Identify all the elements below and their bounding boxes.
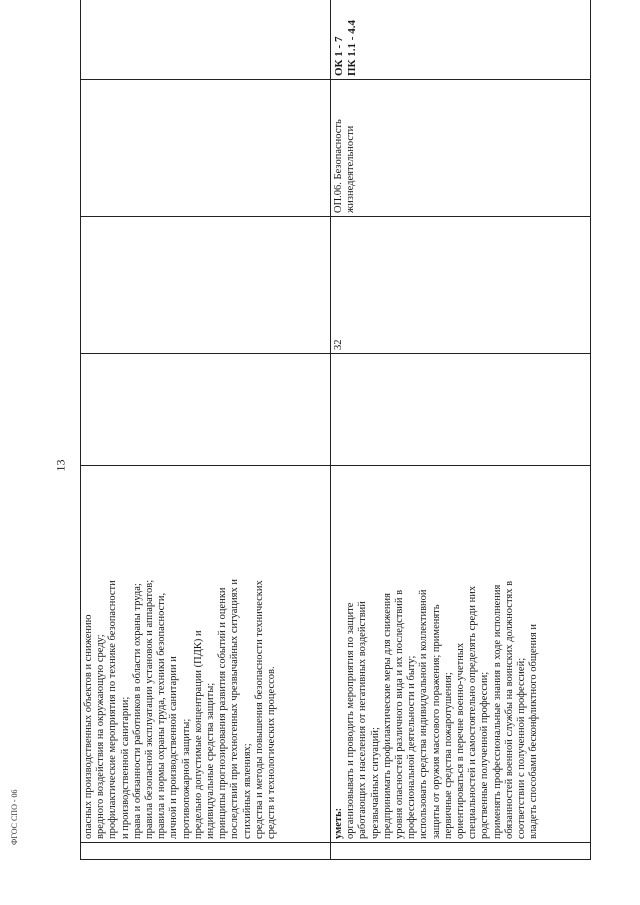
text-line: вредного воздействия на окружающую среду; (95, 634, 107, 839)
text-line: организовывать и проводить мероприятия по защите (345, 602, 357, 839)
discipline-cell: ОП.06. Безопасность жизнедеятельности (331, 80, 591, 217)
table-cell-empty (81, 217, 331, 354)
text-line: средства и методы повышения безопасности технических (253, 580, 265, 839)
table-cell-empty (81, 354, 331, 466)
text-line: уровня опасностей различного вида и их последствий в (394, 589, 406, 839)
text-line: предпринимать профилактические меры для снижения (381, 593, 393, 839)
text-line: работающих и населения от негативных воздействий (357, 601, 369, 839)
competencies-cell (331, 0, 591, 80)
text-line: первичные средства пожаротушения; (442, 672, 454, 839)
text-line: специальностей и самостоятельно определять среди них (467, 585, 479, 839)
text-line: личной и производственной санитарии и (168, 656, 180, 839)
footer-code: ФГОС СПО - 06 (10, 789, 19, 845)
text-line: права и обязанности работников в области охраны труда; (131, 583, 143, 839)
page-number: 13 (53, 459, 68, 472)
table-cell-empty (81, 0, 331, 80)
text-line: обязанностей военной службы на воинских должностях в (503, 580, 515, 839)
text-line: индивидуальные средства защиты; (205, 682, 217, 839)
text-line: средств и технологических процессов. (266, 666, 278, 839)
text-line: правила безопасной эксплуатации установок и аппаратов; (144, 579, 156, 839)
text-line: противопожарной защиты; (180, 718, 192, 839)
skills-heading: уметь: (333, 807, 344, 839)
table-row (81, 0, 331, 860)
curriculum-table (80, 20, 590, 860)
table-row (331, 0, 591, 860)
competency-ok: ОК 1 - 7 (333, 36, 345, 76)
text-line: родственные полученной профессии; (479, 671, 491, 839)
text-line: принципы прогнозирования развития событий и оценки (217, 587, 229, 839)
hours-cell: 32 (331, 217, 591, 354)
knowledge-cell (81, 466, 331, 843)
text-line: ориентироваться в перечне военно-учетных (455, 642, 467, 839)
text-line: владеть способами бесконфликтного общения и (528, 624, 540, 839)
text-line: защиты от оружия массового поражения; применять (430, 604, 442, 839)
text-line: правила и нормы охраны труда, техники безопасности, (156, 592, 168, 839)
text-line: и производственной санитарии; (119, 696, 131, 839)
table-cell-empty (331, 354, 591, 466)
text-line: профессиональной деятельности и быту; (406, 655, 418, 839)
text-line: профилактические мероприятия по технике безопасности (107, 580, 119, 839)
text-line: последствий при техногенных чрезвычайных ситуациях и (229, 579, 241, 839)
competency-pk: ПК 1.1 - 4.4 (346, 20, 358, 76)
text-line: опасных производственных объектов и снижению (83, 614, 94, 839)
text-line: применять профессиональные знания в ходе исполнения (491, 584, 503, 839)
text-line: стихийных явлениях; (241, 743, 253, 839)
table-cell-empty (81, 80, 331, 217)
text-line: предельно допустимые концентрации (ПДК) и (192, 630, 204, 839)
table-cell-empty (331, 843, 591, 860)
text-line: использовать средства индивидуальной и коллективной (418, 589, 430, 839)
table-cell-empty (81, 843, 331, 860)
text-line: соответствии с полученной профессией; (516, 657, 528, 839)
text-line: чрезвычайных ситуаций; (369, 727, 381, 839)
skills-cell (331, 466, 591, 843)
